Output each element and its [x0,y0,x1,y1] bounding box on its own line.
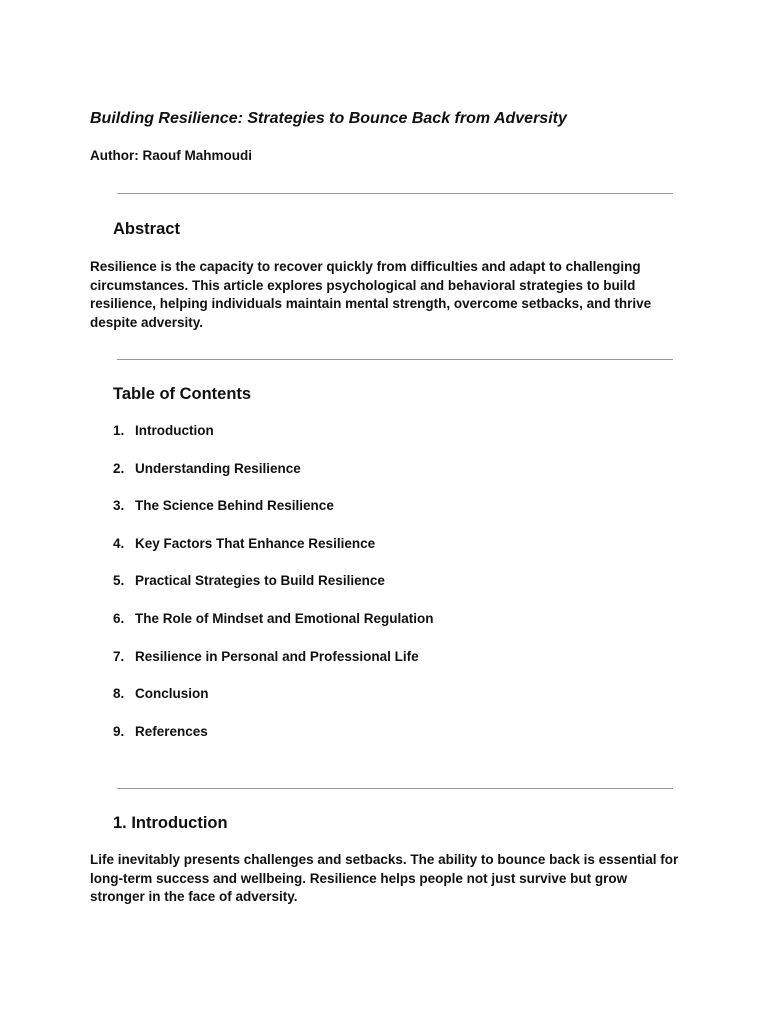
toc-item-label: Resilience in Personal and Professional Life [135,648,419,664]
toc-item-label: The Role of Mindset and Emotional Regulation [135,610,434,626]
toc-item-number: 3. [113,498,125,514]
toc-item-label: Key Factors That Enhance Resilience [135,535,376,551]
divider-2 [117,359,673,360]
toc-item [113,536,434,574]
toc-item-number: 2. [113,460,125,476]
toc-heading: Table of Contents [113,385,252,403]
toc-item-number: 8. [113,686,125,702]
toc-item [113,649,434,687]
toc-item [113,686,434,724]
toc-item-label: Conclusion [135,686,209,702]
toc-item [113,611,434,649]
toc-item-number: 6. [113,610,125,626]
toc-item [113,423,434,461]
toc-item [113,724,434,762]
toc-item-number: 9. [113,723,125,739]
toc-item-label: References [135,723,208,739]
abstract-heading: Abstract [113,220,180,238]
toc-item [113,573,434,611]
toc-list [113,423,434,761]
introduction-text: Life inevitably presents challenges and setbacks. The ability to bounce back is essential for long-term success and wellbeing. Resilience helps people not just survive but grow stronger in the face of adversity. [90,852,679,904]
toc-item-label: Understanding Resilience [135,460,301,476]
toc-item-label: Introduction [135,423,214,438]
toc-item-number: 4. [113,535,125,551]
toc-item-label: The Science Behind Resilience [135,498,334,514]
toc-item [113,461,434,499]
toc-item [113,498,434,536]
document-title: Building Resilience: Strategies to Bounce Back from Adversity [90,110,567,127]
toc-item-number: 7. [113,648,125,664]
introduction-heading: 1. Introduction [113,814,228,832]
abstract-text: Resilience is the capacity to recover quickly from difficulties and adapt to challenging circumstances. This article explores psychological and behavioral strategies to build resilience, helping individuals maintain mental strength, overcome setbacks, and thrive despite adversity. [90,259,652,330]
divider-1 [117,193,673,194]
toc-item-number: 1. [113,423,125,438]
toc-item-label: Practical Strategies to Build Resilience [135,573,385,589]
toc-item-number: 5. [113,573,125,589]
document-author: Author: Raouf Mahmoudi [90,148,252,163]
divider-3 [117,788,673,789]
